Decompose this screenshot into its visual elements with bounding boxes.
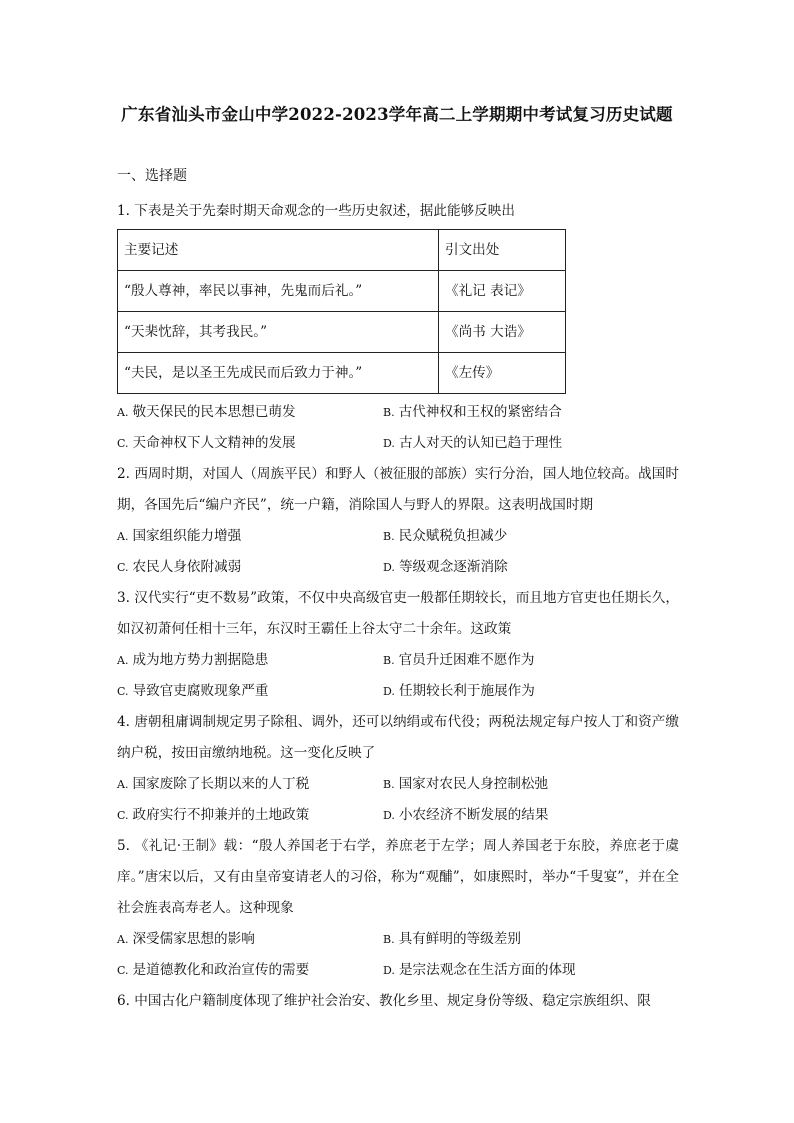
option-text: 成为地方势力割据隐患	[132, 652, 269, 668]
option-text: 官员升迁困难不愿作为	[398, 652, 535, 668]
question-stem: 6. 中国古化户籍制度体现了维护社会治安、教化乡里、规定身份等级、稳定宗族组织、限	[117, 993, 651, 1009]
option-text: 小农经济不断发展的结果	[398, 807, 549, 823]
option-letter: C.	[117, 964, 129, 977]
option-c	[117, 955, 383, 986]
answer-options	[117, 521, 679, 583]
option-text: 天命神权下人文精神的发展	[132, 435, 296, 451]
answer-options	[117, 924, 679, 986]
option-letter: D.	[383, 685, 395, 698]
table-row	[118, 353, 566, 394]
option-d	[383, 552, 649, 583]
option-d	[383, 800, 649, 831]
option-text: 国家组织能力增强	[132, 528, 242, 544]
question-1	[117, 196, 679, 459]
question-4	[117, 707, 679, 831]
option-d	[383, 955, 649, 986]
answer-options	[117, 769, 679, 831]
option-letter: B.	[383, 530, 395, 543]
question-6	[117, 986, 679, 1017]
option-text: 民众赋税负担减少	[398, 528, 508, 544]
option-letter: D.	[383, 437, 395, 450]
option-letter: D.	[383, 809, 395, 822]
table-header-cell: 引文出处	[439, 230, 566, 271]
question-list	[117, 196, 679, 1017]
option-text: 农民人身依附减弱	[132, 559, 242, 575]
option-text: 等级观念逐渐消除	[398, 559, 508, 575]
table-cell: “殷人尊神，率民以事神，先鬼而后礼。”	[118, 271, 439, 312]
option-c	[117, 676, 383, 707]
answer-options	[117, 645, 679, 707]
question-stem: 3. 汉代实行“吏不数易”政策，不仅中央高级官吏一般都任期较长，而且地方官吏也任期长久，如汉初萧何任相十三年，东汉时王霸任上谷太守二十余年。这政策	[117, 590, 679, 637]
option-text: 国家对农民人身控制松弛	[398, 776, 549, 792]
option-letter: A.	[117, 654, 129, 667]
option-letter: C.	[117, 437, 129, 450]
option-letter: B.	[383, 933, 395, 946]
table-cell: 《左传》	[439, 353, 566, 394]
option-text: 古代神权和王权的紧密结合	[398, 404, 562, 420]
table-cell: “夫民，是以圣王先成民而后致力于神。”	[118, 353, 439, 394]
option-c	[117, 800, 383, 831]
question-5	[117, 831, 679, 986]
option-text: 政府实行不抑兼并的土地政策	[132, 807, 310, 823]
option-b	[383, 521, 649, 552]
option-b	[383, 645, 649, 676]
table-cell: 《尚书 大诰》	[439, 312, 566, 353]
question-stem: 1. 下表是关于先秦时期天命观念的一些历史叙述，据此能够反映出	[117, 203, 515, 219]
option-letter: C.	[117, 561, 129, 574]
source-table	[117, 229, 566, 394]
option-d	[383, 676, 649, 707]
answer-options	[117, 397, 679, 459]
option-text: 具有鲜明的等级差别	[398, 931, 521, 947]
option-a	[117, 645, 383, 676]
option-text: 任期较长利于施展作为	[398, 683, 535, 699]
option-letter: A.	[117, 530, 129, 543]
option-letter: D.	[383, 561, 395, 574]
option-text: 深受儒家思想的影响	[132, 931, 255, 947]
option-b	[383, 397, 649, 428]
option-c	[117, 428, 383, 459]
option-letter: B.	[383, 654, 395, 667]
question-stem: 2. 西周时期，对国人（周族平民）和野人（被征服的部族）实行分治，国人地位较高。战国时期，各国先后“编户齐民”，统一户籍，消除国人与野人的界限。这表明战国时期	[117, 466, 679, 513]
table-row	[118, 312, 566, 353]
option-text: 是宗法观念在生活方面的体现	[398, 962, 576, 978]
option-letter: B.	[383, 406, 395, 419]
option-letter: C.	[117, 809, 129, 822]
option-b	[383, 924, 649, 955]
option-c	[117, 552, 383, 583]
option-a	[117, 521, 383, 552]
option-text: 敬天保民的民本思想已萌发	[132, 404, 296, 420]
option-a	[117, 397, 383, 428]
question-stem: 5. 《礼记·王制》载：“殷人养国老于右学，养庶老于左学；周人养国老于东胶，养庶老于虞庠。”唐宋以后，又有由皇帝宴请老人的习俗，称为“观酺”，如康熙时，举办“千叟宴”，并在全社会旌表高寿老人。这种现象	[117, 838, 679, 916]
option-d	[383, 428, 649, 459]
question-stem: 4. 唐朝租庸调制规定男子除租、调外，还可以纳绢或布代役；两税法规定每户按人丁和资产缴纳户税，按田亩缴纳地税。这一变化反映了	[117, 714, 679, 761]
option-a	[117, 769, 383, 800]
option-letter: B.	[383, 778, 395, 791]
option-letter: D.	[383, 964, 395, 977]
document-title: 广东省汕头市金山中学2022-2023学年高二上学期期中考试复习历史试题	[121, 105, 673, 124]
option-letter: A.	[117, 778, 129, 791]
question-2	[117, 459, 679, 583]
table-cell: 《礼记 表记》	[439, 271, 566, 312]
option-b	[383, 769, 649, 800]
table-cell: “天棐忱辞，其考我民。”	[118, 312, 439, 353]
option-text: 古人对天的认知已趋于理性	[398, 435, 563, 451]
option-a	[117, 924, 383, 955]
question-3	[117, 583, 679, 707]
table-header-row	[118, 230, 566, 271]
option-text: 导致官吏腐败现象严重	[132, 683, 269, 699]
table-row	[118, 271, 566, 312]
option-letter: A.	[117, 933, 129, 946]
option-letter: C.	[117, 685, 129, 698]
option-letter: A.	[117, 406, 129, 419]
option-text: 国家废除了长期以来的人丁税	[132, 776, 310, 792]
section-heading: 一、选择题	[117, 168, 187, 184]
table-header-cell: 主要记述	[118, 230, 439, 271]
option-text: 是道德教化和政治宣传的需要	[132, 962, 310, 978]
